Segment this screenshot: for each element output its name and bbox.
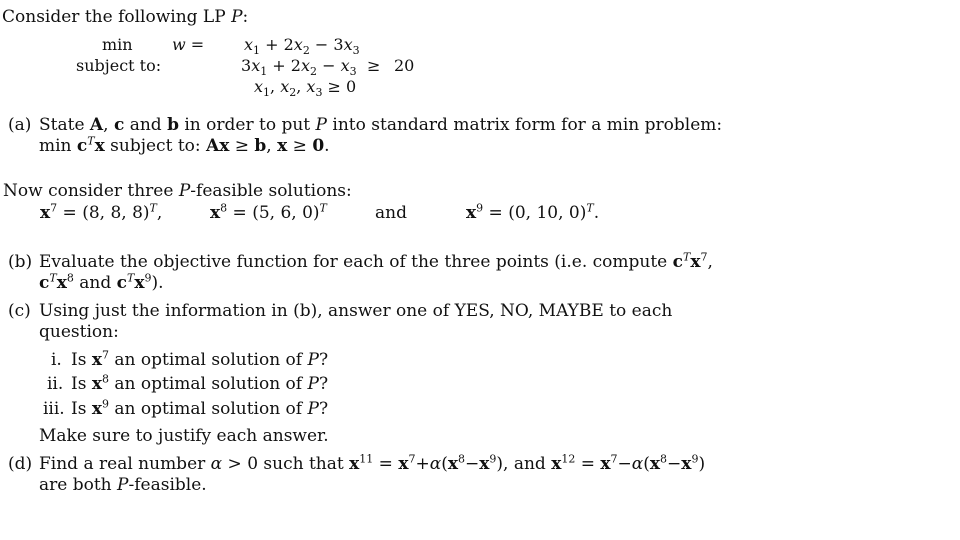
lp-w-equals: w = xyxy=(172,35,205,54)
part-c-justify: Make sure to justify each answer. xyxy=(39,426,329,446)
part-d-line1: Find a real number α > 0 such that $x^{11} = x^7+\alpha(x^8-x^9)$, and $x^{12} = x^7-\alpha(x^8-x^9)$ xyxy=(39,452,706,474)
part-c-item-1-text: Is $x^7$ an optimal solution of P? xyxy=(71,348,329,370)
part-c-item-3-num: iii. xyxy=(43,399,65,419)
part-c-line2: question: xyxy=(39,322,119,342)
lp-constraint-rel: ≥ xyxy=(367,56,381,75)
part-c-line1: Using just the information in (b), answer one of YES, NO, MAYBE to each xyxy=(39,301,673,321)
part-c-label: (c) xyxy=(8,301,31,321)
point-and: and xyxy=(375,203,407,223)
lp-nonnegativity: $x_1$, $x_2$, $x_3 \ge 0$ xyxy=(254,77,357,100)
lp-subject-to: subject to: xyxy=(76,56,162,75)
part-c-item-1-num: i. xyxy=(51,350,62,370)
point-x8: $x^8 = (5$, 6, 0)$^T$ xyxy=(210,201,327,223)
part-b-label: (b) xyxy=(8,252,33,272)
part-a-label: (a) xyxy=(8,115,32,135)
intro-text: Consider the following LP P: xyxy=(2,7,249,27)
part-b-line2: $c^Tx^8$ and $c^Tx^9$). xyxy=(39,271,164,293)
lp-constraint-lhs: $3x_1 + 2x_2 - x_3$ xyxy=(241,56,357,79)
part-d-label: (d) xyxy=(8,454,33,474)
part-c-item-3-text: Is $x^9$ an optimal solution of P? xyxy=(71,397,329,419)
lp-constraint-rhs: 20 xyxy=(394,56,415,75)
feasible-intro: Now consider three P-feasible solutions: xyxy=(3,181,352,201)
part-b-line1: Evaluate the objective function for each of the three points (i.e. compute $c^Tx^7$, xyxy=(39,250,713,272)
part-a-line1: State A, c and b in order to put P into standard matrix form for a min problem: xyxy=(39,115,723,135)
part-d-line2: are both P-feasible. xyxy=(39,475,207,495)
point-x7: $x^7 = (8$, 8, 8)$^T$, xyxy=(40,201,163,223)
lp-objective: $x_1 + 2x_2 - 3x_3$ xyxy=(244,35,360,58)
part-a-line2: $\min c^Tx$ subject to: Ax ≥ b, x ≥ 0. xyxy=(39,134,330,156)
lp-min-label: min xyxy=(102,35,133,54)
part-c-item-2-text: Is $x^8$ an optimal solution of P? xyxy=(71,372,329,394)
part-c-item-2-num: ii. xyxy=(47,374,64,394)
point-x9: $x^9 = (0$, 10, 0)$^T$. xyxy=(466,201,600,223)
